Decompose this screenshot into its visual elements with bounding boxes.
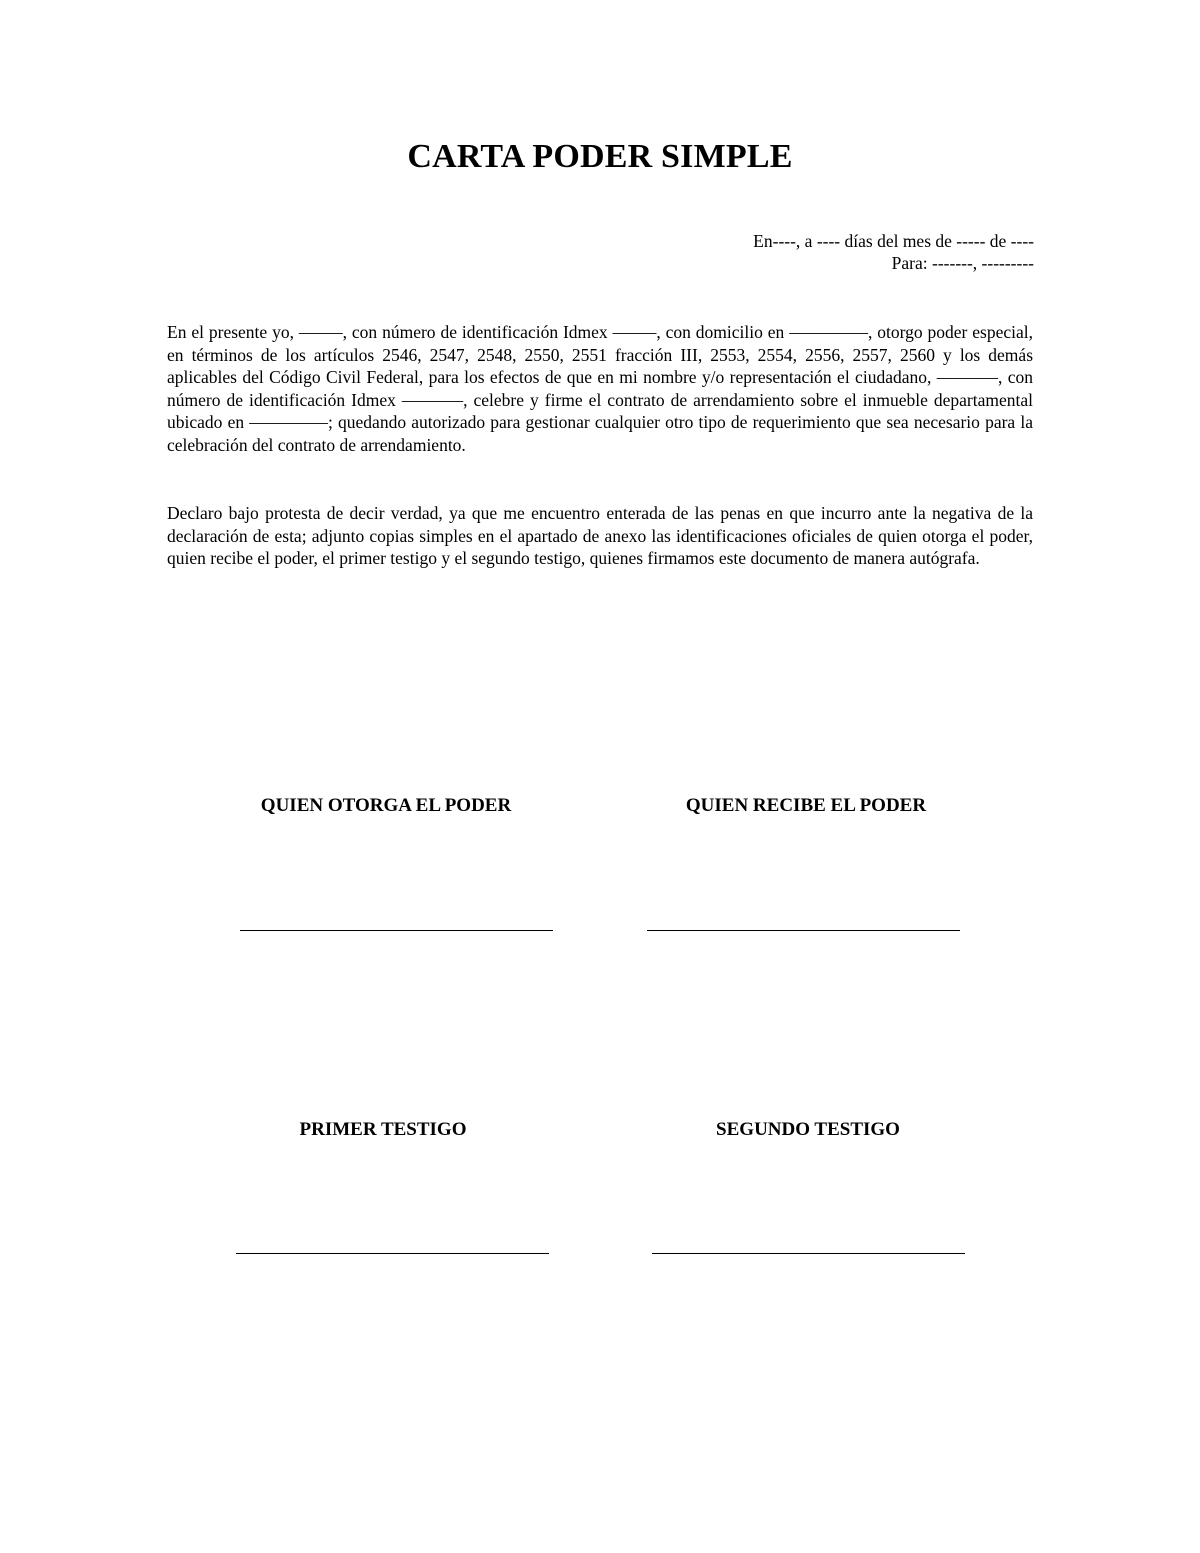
date-block bbox=[434, 230, 1034, 274]
first-witness-signature-label: PRIMER TESTIGO bbox=[299, 1119, 467, 1140]
body-paragraph-declaration: Declaro bajo protesta de decir verdad, ya que me encuentro enterada de las penas en que incurro ante la negativa de la declaración de esta; adjunto copias simples en el apartado de anexo las identificaciones oficiales de quien otorga el poder, quien recibe el poder, el primer testigo y el segundo testigo, quienes firmamos este documento de manera autógrafa. bbox=[167, 503, 1033, 569]
grantor-signature-label: QUIEN OTORGA EL PODER bbox=[260, 795, 512, 816]
recipient-line: Para: -------, --------- bbox=[891, 253, 1034, 273]
date-line: En----, a ---- días del mes de ----- de ---- bbox=[753, 231, 1034, 251]
second-witness-signature-line bbox=[652, 1253, 965, 1254]
recipient-signature-line bbox=[647, 930, 960, 931]
body-paragraph-grant: En el presente yo, –––––, con número de identificación Idmex –––––, con domicilio en –––––––––, otorgo poder especial, en términos de los artículos 2546, 2547, 2548, 2550, 2551 fracción III, 2553, 2554, 2556, 2557, 2560 y los demás aplicables del Código Civil Federal, para los efectos de que en mi nombre y/o representación el ciudadano, –––––––, con número de identificación Idmex –––––––, celebre y firme el contrato de arrendamiento sobre el inmueble departamental ubicado en –––––––––; quedando autorizado para gestionar cualquier otro tipo de requerimiento que sea necesario para la celebración del contrato de arrendamiento. bbox=[167, 322, 1033, 455]
grantor-signature-line bbox=[240, 930, 553, 931]
first-witness-signature-line bbox=[236, 1253, 549, 1254]
second-witness-signature-label: SEGUNDO TESTIGO bbox=[716, 1119, 900, 1140]
document-title: CARTA PODER SIMPLE bbox=[407, 138, 793, 175]
recipient-signature-label: QUIEN RECIBE EL PODER bbox=[685, 795, 927, 816]
